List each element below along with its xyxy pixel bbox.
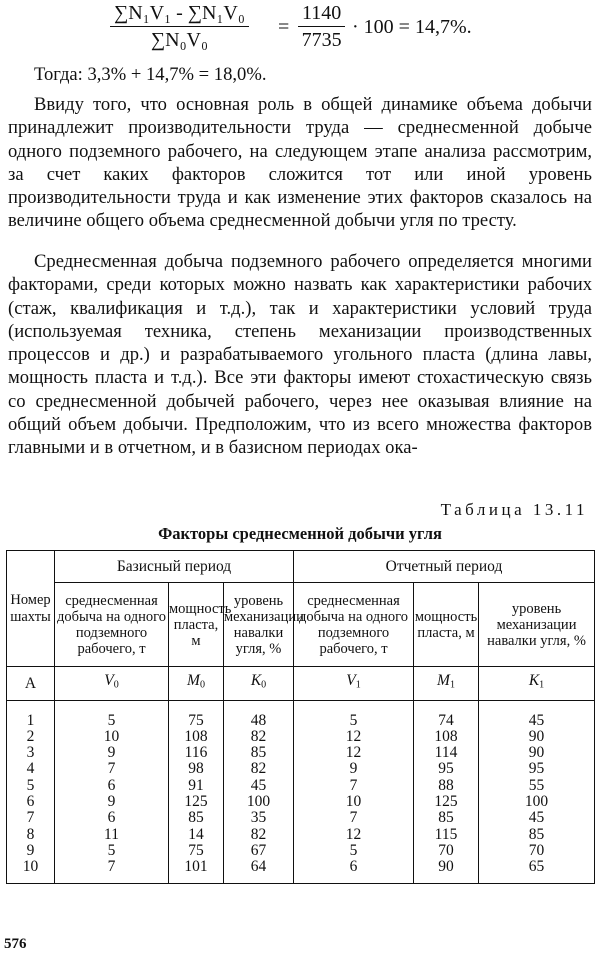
cell-v1: 7 <box>294 810 414 826</box>
code-k0: $K_0$ <box>224 667 294 701</box>
cell-m0: 91 <box>169 778 224 794</box>
formula-numerator-2: 1140 <box>298 2 345 27</box>
header-report-period: Отчетный период <box>294 551 595 583</box>
cell-k0: 82 <box>224 827 294 843</box>
cell-m0: 14 <box>169 827 224 843</box>
code-v1: $V_1$ <box>294 667 414 701</box>
cell-m1: 88 <box>414 778 479 794</box>
cell-m0: 75 <box>169 713 224 729</box>
cell-m1: 70 <box>414 843 479 859</box>
cell-m0: 101 <box>169 859 224 875</box>
cell-k0: 67 <box>224 843 294 859</box>
table-row <box>7 794 595 810</box>
cell-k1: 100 <box>479 794 595 810</box>
cell-k0: 48 <box>224 713 294 729</box>
header-base-mechanization: уровень механизации навалки угля, % <box>224 583 294 667</box>
table-body <box>7 701 595 884</box>
table-title: Факторы среднесменной добычи угля <box>158 524 442 543</box>
table-row <box>7 810 595 826</box>
cell-m0: 75 <box>169 843 224 859</box>
cell-v1: 5 <box>294 843 414 859</box>
cell-k1: 45 <box>479 713 595 729</box>
cell-n: 1 <box>7 713 55 729</box>
cell-k0: 45 <box>224 778 294 794</box>
cell-v1: 12 <box>294 745 414 761</box>
cell-k0: 85 <box>224 745 294 761</box>
cell-v0: 9 <box>55 745 169 761</box>
formula-equals: = <box>278 16 290 38</box>
table-row <box>7 761 595 777</box>
page-number: 576 <box>4 936 27 952</box>
cell-m1: 90 <box>414 859 479 875</box>
cell-v0: 11 <box>55 827 169 843</box>
cell-m1: 114 <box>414 745 479 761</box>
cell-v0: 7 <box>55 859 169 875</box>
table-row <box>7 745 595 761</box>
cell-m1: 85 <box>414 810 479 826</box>
cell-k0: 82 <box>224 761 294 777</box>
cell-k1: 90 <box>479 729 595 745</box>
togda-text: Тогда: 3,3% + 14,7% = 18,0%. <box>34 64 267 85</box>
table-row <box>7 843 595 859</box>
cell-k1: 70 <box>479 843 595 859</box>
header-report-output: среднесменная добыча на одного подземного рабочего, т <box>294 583 414 667</box>
cell-m1: 74 <box>414 713 479 729</box>
formula <box>100 2 520 60</box>
cell-v1: 7 <box>294 778 414 794</box>
table-row <box>7 859 595 875</box>
cell-n: 8 <box>7 827 55 843</box>
cell-v1: 10 <box>294 794 414 810</box>
formula-numerator: ∑N₁V₁ - ∑N₁V₀ <box>110 2 249 27</box>
cell-m0: 125 <box>169 794 224 810</box>
cell-k0: 64 <box>224 859 294 875</box>
formula-denominator-2: 7735 <box>301 29 342 51</box>
cell-n: 7 <box>7 810 55 826</box>
cell-m1: 125 <box>414 794 479 810</box>
cell-v1: 6 <box>294 859 414 875</box>
header-mine-number: Номер шахты <box>7 551 55 667</box>
cell-k1: 90 <box>479 745 595 761</box>
cell-k1: 85 <box>479 827 595 843</box>
cell-m0: 85 <box>169 810 224 826</box>
cell-n: 10 <box>7 859 55 875</box>
cell-v1: 12 <box>294 729 414 745</box>
table-row <box>7 713 595 729</box>
cell-k1: 45 <box>479 810 595 826</box>
table-number: Таблица 13.11 <box>440 500 588 519</box>
cell-n: 9 <box>7 843 55 859</box>
formula-fraction-1 <box>110 2 249 51</box>
code-k1: $K_1$ <box>479 667 595 701</box>
cell-v1: 9 <box>294 761 414 777</box>
paragraph-1 <box>8 93 592 233</box>
cell-v0: 5 <box>55 843 169 859</box>
header-report-thickness: мощность пласта, м <box>414 583 479 667</box>
cell-v1: 12 <box>294 827 414 843</box>
cell-m0: 98 <box>169 761 224 777</box>
cell-n: 3 <box>7 745 55 761</box>
header-base-thickness: мощность пласта, м <box>169 583 224 667</box>
formula-fraction-2 <box>298 2 345 51</box>
cell-k1: 95 <box>479 761 595 777</box>
table-row <box>7 827 595 843</box>
formula-denominator: ∑N₀V₀ <box>150 29 208 51</box>
cell-n: 2 <box>7 729 55 745</box>
paragraph-2 <box>8 250 592 460</box>
table-row <box>7 778 595 794</box>
cell-v0: 6 <box>55 778 169 794</box>
cell-n: 5 <box>7 778 55 794</box>
cell-k1: 55 <box>479 778 595 794</box>
cell-k0: 82 <box>224 729 294 745</box>
header-base-period: Базисный период <box>55 551 294 583</box>
cell-v0: 7 <box>55 761 169 777</box>
cell-k0: 100 <box>224 794 294 810</box>
cell-m0: 108 <box>169 729 224 745</box>
cell-v0: 10 <box>55 729 169 745</box>
code-v0: $V_0$ <box>55 667 169 701</box>
header-report-mechanization: уровень механизации навалки угля, % <box>479 583 595 667</box>
paragraph-2-text: Среднесменная добыча подземного рабочего определяется многими факторами, среди которых можно назвать как характеристики рабочих (стаж, квалификация и т.д.), так и характеристики условий труда (используемая техника, степень механизации производственных процессов и др.) и разрабатываемого угольного пласта (длина лавы, мощность пласта и т.д.). Все эти факторы имеют стохастическую связь со среднесменной добычей рабочего, через нее оказывая влияние на общий объем добычи. Предположим, что из всего множества факторов главными и в отчетном, и в базисном периодах ока- <box>8 251 592 459</box>
cell-v0: 6 <box>55 810 169 826</box>
formula-result: · 100 = 14,7%. <box>352 16 472 38</box>
code-a: А <box>7 667 55 701</box>
cell-m1: 108 <box>414 729 479 745</box>
factors-table <box>6 550 595 884</box>
cell-n: 4 <box>7 761 55 777</box>
cell-v0: 9 <box>55 794 169 810</box>
table-row <box>7 729 595 745</box>
cell-m0: 116 <box>169 745 224 761</box>
code-m1: $M_1$ <box>414 667 479 701</box>
cell-m1: 115 <box>414 827 479 843</box>
code-m0: $M_0$ <box>169 667 224 701</box>
cell-n: 6 <box>7 794 55 810</box>
paragraph-1-text: Ввиду того, что основная роль в общей динамике объема добычи принадлежит производительности труда — среднесменной добыче одного подземного рабочего, на следующем этапе анализа рассмотрим, за счет каких факторов сложится тот или иной уровень производительности труда и как изменение этих факторов сказалось на величине общего объема среднесменной добычи угля по тресту. <box>8 94 592 232</box>
header-base-output: среднесменная добыча на одного подземного рабочего, т <box>55 583 169 667</box>
cell-m1: 95 <box>414 761 479 777</box>
cell-v0: 5 <box>55 713 169 729</box>
cell-k0: 35 <box>224 810 294 826</box>
cell-v1: 5 <box>294 713 414 729</box>
cell-k1: 65 <box>479 859 595 875</box>
line-togda <box>8 63 592 86</box>
